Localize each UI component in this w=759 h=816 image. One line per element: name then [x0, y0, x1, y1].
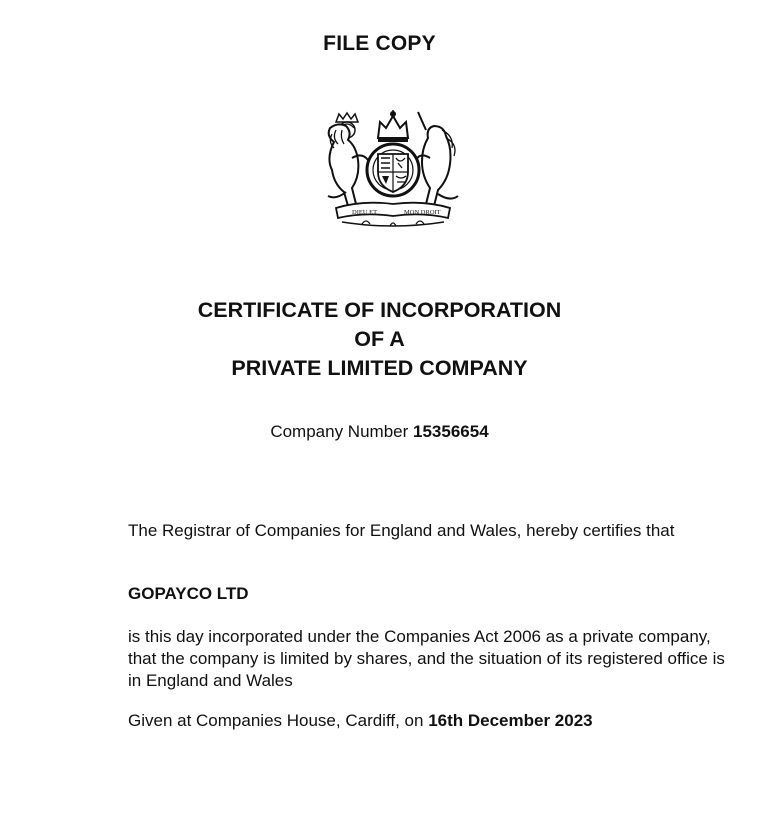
incorporation-paragraph: is this day incorporated under the Companies Act 2006 as a private company, that the company is limited by shares, and the situation of its registered office is in England and Wales	[128, 627, 725, 690]
title-line-2: OF A	[354, 327, 405, 351]
royal-coat-of-arms-icon	[322, 108, 464, 230]
title-line-3: PRIVATE LIMITED COMPANY	[231, 356, 528, 380]
file-copy-heading: FILE COPY	[323, 32, 436, 55]
certificate-title	[0, 296, 759, 383]
lion-supporter-icon	[328, 124, 368, 206]
motto-right-text: MON DROIT	[404, 209, 441, 216]
company-name: GOPAYCO LTD	[128, 584, 249, 603]
unicorn-supporter-icon	[416, 112, 458, 206]
given-at-line	[128, 710, 728, 732]
crown-icon	[378, 110, 408, 142]
motto-left-text: DIEU ET	[352, 209, 378, 216]
incorporation-date: 16th December 2023	[428, 711, 593, 730]
given-at-text: Given at Companies House, Cardiff, on	[128, 711, 424, 730]
title-line-1: CERTIFICATE OF INCORPORATION	[197, 298, 562, 322]
certifies-paragraph: The Registrar of Companies for England and Wales, hereby certifies that	[128, 521, 675, 540]
company-number-line	[0, 422, 759, 442]
garter-shield-icon	[367, 144, 419, 196]
motto-scroll-icon	[336, 203, 450, 226]
company-number-label: Company Number	[270, 422, 409, 441]
company-number-value: 15356654	[413, 422, 489, 441]
